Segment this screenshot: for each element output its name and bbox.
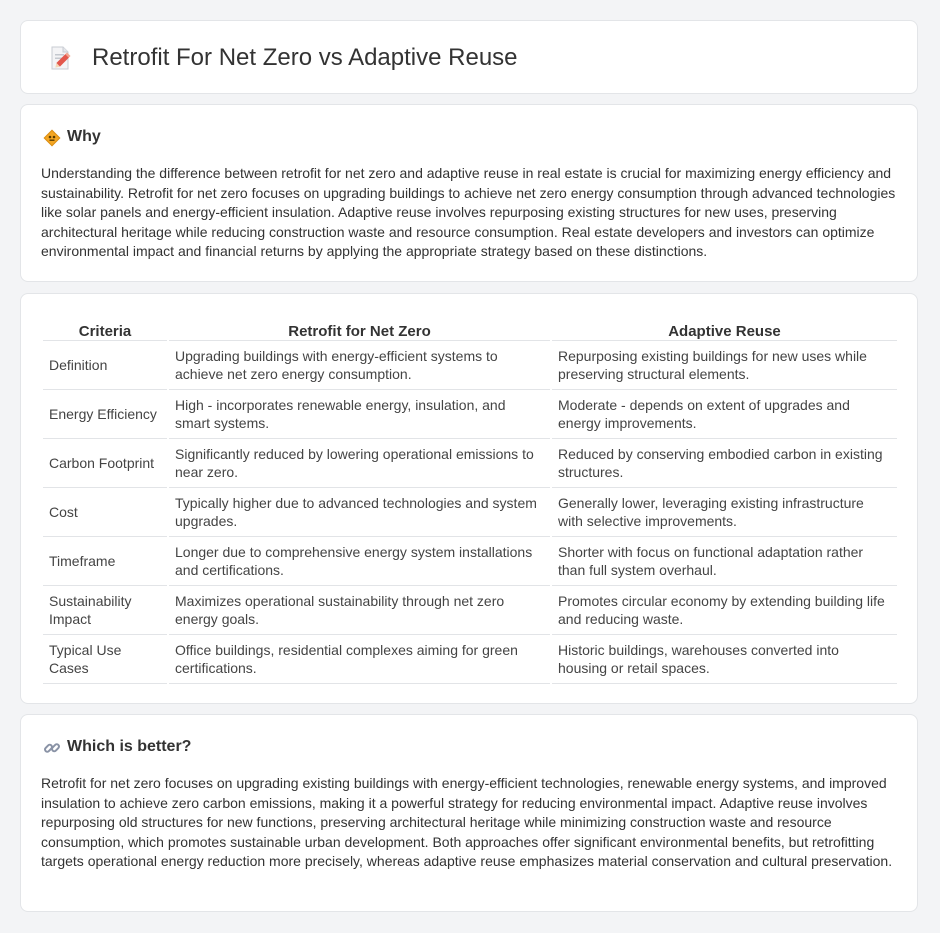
table-row <box>43 586 897 635</box>
document-pencil-icon <box>47 45 73 71</box>
header-adaptive-reuse: Adaptive Reuse <box>552 314 897 341</box>
criteria-cell: Typical Use Cases <box>43 635 167 684</box>
page-title: Retrofit For Net Zero vs Adaptive Reuse <box>92 44 518 71</box>
header-criteria: Criteria <box>43 314 167 341</box>
adaptive-reuse-cell: Historic buildings, warehouses converted into housing or retail spaces. <box>552 635 897 684</box>
table-row <box>43 390 897 439</box>
table-header-row <box>43 314 897 341</box>
header-retrofit: Retrofit for Net Zero <box>169 314 550 341</box>
link-icon <box>43 739 61 757</box>
retrofit-cell: Maximizes operational sustainability through net zero energy goals. <box>169 586 550 635</box>
retrofit-cell: Upgrading buildings with energy-efficient systems to achieve net zero energy consumption. <box>169 341 550 390</box>
criteria-cell: Sustainability Impact <box>43 586 167 635</box>
comparison-table-card <box>20 293 918 704</box>
adaptive-reuse-cell: Reduced by conserving embodied carbon in existing structures. <box>552 439 897 488</box>
table-row <box>43 488 897 537</box>
retrofit-cell: Typically higher due to advanced technologies and system upgrades. <box>169 488 550 537</box>
title-card <box>20 20 918 94</box>
table-row <box>43 537 897 586</box>
which-is-better-section <box>20 714 918 912</box>
adaptive-reuse-cell: Generally lower, leveraging existing infrastructure with selective improvements. <box>552 488 897 537</box>
retrofit-cell: Significantly reduced by lowering operational emissions to near zero. <box>169 439 550 488</box>
why-title: Why <box>67 128 101 145</box>
criteria-cell: Timeframe <box>43 537 167 586</box>
comparison-table <box>41 314 899 684</box>
criteria-cell: Carbon Footprint <box>43 439 167 488</box>
which-is-better-title: Which is better? <box>67 738 192 755</box>
retrofit-cell: Longer due to comprehensive energy system installations and certifications. <box>169 537 550 586</box>
table-row <box>43 439 897 488</box>
which-is-better-body: Retrofit for net zero focuses on upgrading existing buildings with energy-efficient technologies, renewable energy systems, and improved insulation to achieve zero carbon emissions, making it a powerful strategy for reducing environmental impact. Adaptive reuse involves repurposing old structures for new functions, preserving architectural heritage while minimizing construction waste and resource consumption, which promotes sustainable urban development. Both approaches offer significant environmental benefits, but retrofitting targets operational energy reduction more precisely, whereas adaptive reuse emphasizes material conservation and cultural preservation. <box>41 775 893 869</box>
adaptive-reuse-cell: Shorter with focus on functional adaptation rather than full system overhaul. <box>552 537 897 586</box>
table-row <box>43 341 897 390</box>
why-section <box>20 104 918 282</box>
warning-sign-icon <box>43 129 61 147</box>
table-row <box>43 635 897 684</box>
criteria-cell: Energy Efficiency <box>43 390 167 439</box>
adaptive-reuse-cell: Promotes circular economy by extending building life and reducing waste. <box>552 586 897 635</box>
adaptive-reuse-cell: Repurposing existing buildings for new uses while preserving structural elements. <box>552 341 897 390</box>
adaptive-reuse-cell: Moderate - depends on extent of upgrades and energy improvements. <box>552 390 897 439</box>
criteria-cell: Cost <box>43 488 167 537</box>
why-body: Understanding the difference between retrofit for net zero and adaptive reuse in real estate is crucial for maximizing energy efficiency and sustainability. Retrofit for net zero focuses on upgrading buildings to achieve net zero energy consumption through advanced technologies like solar panels and energy-efficient insulation. Adaptive reuse involves repurposing existing structures for new uses, preserving architectural heritage while reducing construction waste and resource consumption. Real estate developers and investors can optimize environmental impact and financial returns by applying the appropriate strategy based on these distinctions. <box>41 165 896 259</box>
retrofit-cell: High - incorporates renewable energy, insulation, and smart systems. <box>169 390 550 439</box>
criteria-cell: Definition <box>43 341 167 390</box>
retrofit-cell: Office buildings, residential complexes aiming for green certifications. <box>169 635 550 684</box>
